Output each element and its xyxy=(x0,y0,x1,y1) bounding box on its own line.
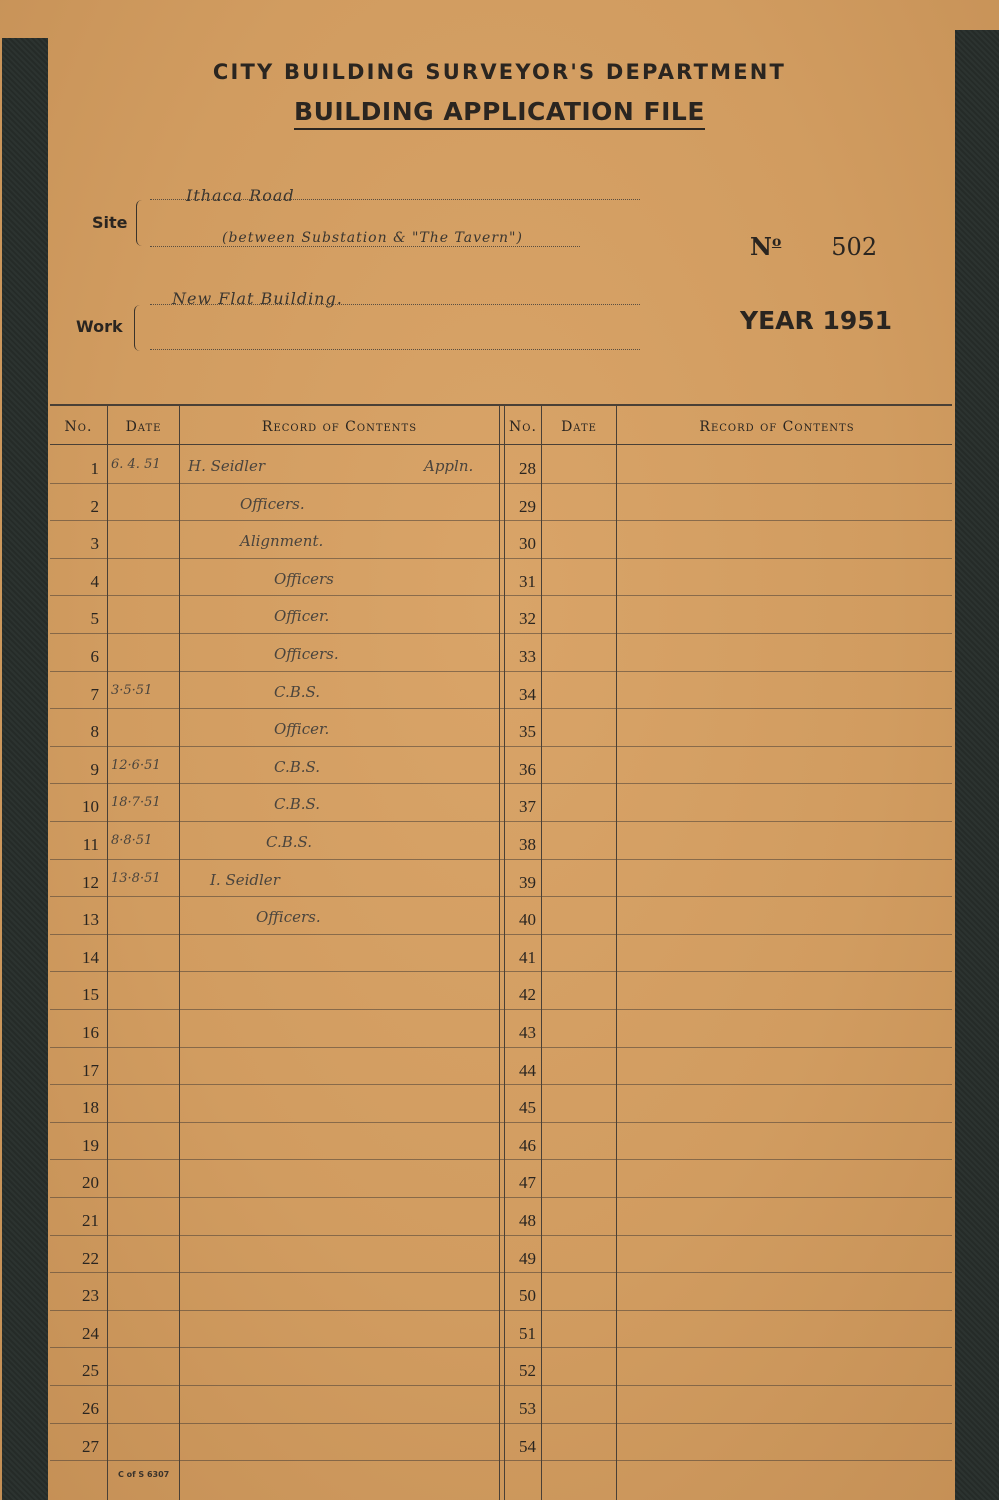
row-number xyxy=(50,1385,99,1423)
row-number-right xyxy=(505,520,536,558)
row-number-text: 15 xyxy=(82,985,99,1005)
row-number-text: 18 xyxy=(82,1098,99,1118)
row-record-note: Appln. xyxy=(424,457,474,475)
col-head-date: Date xyxy=(125,419,162,435)
row-number-right xyxy=(505,859,536,897)
row-number-right xyxy=(505,1009,536,1047)
row-record: Officers. xyxy=(274,645,339,663)
row-number-text: 13 xyxy=(82,910,99,930)
col-head-record: Record of Contents xyxy=(261,419,418,435)
row-number xyxy=(50,821,99,859)
row-number xyxy=(50,633,99,671)
row-rule xyxy=(50,1084,952,1085)
row-date: 12·6·51 xyxy=(111,757,161,773)
row-number-text: 29 xyxy=(519,496,536,516)
row-rule xyxy=(50,1460,952,1461)
row-rule xyxy=(50,1235,952,1236)
row-number xyxy=(50,708,99,746)
row-date: 6. 4. 51 xyxy=(111,457,161,472)
row-number-text: 20 xyxy=(82,1173,99,1193)
row-number xyxy=(50,1197,99,1235)
row-number-right xyxy=(505,1047,536,1085)
site-line-2 xyxy=(150,246,580,247)
row-number-text: 8 xyxy=(90,722,99,742)
row-number xyxy=(50,595,99,633)
row-rule xyxy=(50,859,952,860)
row-number-right xyxy=(505,1310,536,1348)
row-date: 3·5·51 xyxy=(111,682,153,698)
row-number-right xyxy=(505,633,536,671)
row-number-right xyxy=(505,971,536,1009)
row-number-text: 3 xyxy=(90,534,99,554)
row-date: 13·8·51 xyxy=(111,870,161,886)
row-number-right xyxy=(505,1084,536,1122)
row-number-text: 6 xyxy=(90,647,99,666)
col-divider xyxy=(499,406,500,1500)
row-record: I. Seidler xyxy=(210,870,280,889)
row-rule xyxy=(50,671,952,672)
row-rule xyxy=(50,1272,952,1273)
row-number-text: 37 xyxy=(519,797,536,817)
row-number-text: 34 xyxy=(519,684,536,704)
work-brace xyxy=(134,305,141,351)
row-number-text: 42 xyxy=(519,985,536,1005)
form-title: BUILDING APPLICATION FILE xyxy=(0,97,999,126)
row-number xyxy=(50,520,99,558)
row-number-text: 41 xyxy=(519,947,536,967)
row-number-text: 39 xyxy=(519,872,536,892)
col-divider xyxy=(541,406,542,1500)
row-number-text: 2 xyxy=(90,496,99,516)
row-rule xyxy=(50,746,952,747)
row-number-right xyxy=(505,783,536,821)
row-number-text: 49 xyxy=(519,1248,536,1268)
row-number-right xyxy=(505,595,536,633)
row-number-text: 28 xyxy=(519,459,536,478)
row-number-text: 1 xyxy=(90,459,99,478)
col-head-record-right: Record of Contents xyxy=(699,419,855,435)
row-rule xyxy=(50,483,952,484)
col-head-no-right: No. xyxy=(509,419,537,435)
row-rule xyxy=(50,595,952,596)
row-number-text: 45 xyxy=(519,1098,536,1118)
row-number-text: 30 xyxy=(519,534,536,554)
row-number xyxy=(50,896,99,934)
col-divider xyxy=(107,406,108,1500)
row-record: Officers xyxy=(274,569,334,588)
left-binding-spine xyxy=(2,38,48,1500)
row-number-right xyxy=(505,1272,536,1310)
row-rule xyxy=(50,1047,952,1048)
row-number xyxy=(50,1009,99,1047)
row-record: C.B.S. xyxy=(266,833,313,851)
row-number-text: 4 xyxy=(90,571,99,591)
row-number xyxy=(50,558,99,596)
row-number xyxy=(50,483,99,521)
row-number-right xyxy=(505,483,536,521)
col-head-date-right: Date xyxy=(561,419,597,435)
year: YEAR 1951 xyxy=(740,306,893,335)
row-number-text: 54 xyxy=(519,1436,536,1456)
row-number xyxy=(50,859,99,897)
row-rule xyxy=(50,633,952,634)
row-number-right xyxy=(505,821,536,859)
row-number-text: 21 xyxy=(82,1211,99,1230)
row-number-right xyxy=(505,445,536,483)
row-number-text: 40 xyxy=(519,910,536,930)
row-number-text: 25 xyxy=(82,1361,99,1381)
file-number-value: 502 xyxy=(831,233,878,261)
row-number-text: 5 xyxy=(90,609,99,629)
work-line-2 xyxy=(150,349,640,350)
row-number-right xyxy=(505,1122,536,1160)
row-number xyxy=(50,1159,99,1197)
file-number xyxy=(750,232,877,261)
row-number-text: 24 xyxy=(82,1323,99,1343)
row-number xyxy=(50,1423,99,1461)
row-number-text: 23 xyxy=(82,1286,99,1306)
row-number-right xyxy=(505,1197,536,1235)
row-number-text: 47 xyxy=(519,1173,536,1193)
row-number-right xyxy=(505,1159,536,1197)
row-number-text: 53 xyxy=(519,1399,536,1418)
row-record: Officers. xyxy=(240,494,305,513)
work-label: Work xyxy=(76,317,123,336)
row-record: Officers. xyxy=(256,908,321,927)
row-number-right xyxy=(505,558,536,596)
row-number-text: 52 xyxy=(519,1361,536,1381)
row-record: C.B.S. xyxy=(274,795,321,814)
row-number-text: 22 xyxy=(82,1248,99,1268)
row-number-text: 16 xyxy=(82,1023,99,1042)
row-number-text: 31 xyxy=(519,571,536,591)
col-divider xyxy=(179,406,180,1500)
row-rule xyxy=(50,821,952,822)
row-record: C.B.S. xyxy=(274,682,321,701)
site-text-1: Ithaca Road xyxy=(186,186,295,205)
row-number xyxy=(50,1272,99,1310)
row-rule xyxy=(50,1197,952,1198)
col-divider xyxy=(616,406,617,1500)
row-number xyxy=(50,1347,99,1385)
row-number-text: 44 xyxy=(519,1060,536,1080)
row-number-right xyxy=(505,1235,536,1273)
row-number-right xyxy=(505,896,536,934)
row-number-text: 33 xyxy=(519,647,536,666)
row-rule xyxy=(50,1159,952,1160)
site-text-2: (between Substation & "The Tavern") xyxy=(222,230,523,246)
file-number-label: $N^o$ xyxy=(750,232,782,261)
row-number xyxy=(50,671,99,709)
row-number-text: 12 xyxy=(82,872,99,892)
col-head-no: No. xyxy=(64,419,93,435)
row-rule xyxy=(50,783,952,784)
row-number-right xyxy=(505,746,536,784)
row-number-text: 51 xyxy=(519,1323,536,1343)
row-number-text: 36 xyxy=(519,759,536,779)
row-rule xyxy=(50,971,952,972)
row-number-right xyxy=(505,1385,536,1423)
row-record: Officer. xyxy=(274,720,330,739)
row-number-text: 27 xyxy=(82,1436,99,1456)
row-number xyxy=(50,746,99,784)
row-number-text: 46 xyxy=(519,1135,536,1155)
row-record: Officer. xyxy=(274,607,330,626)
right-binding-spine xyxy=(955,30,999,1500)
row-rule xyxy=(50,1423,952,1424)
row-rule xyxy=(50,1122,952,1123)
row-rule xyxy=(50,520,952,521)
row-number xyxy=(50,971,99,1009)
row-rule xyxy=(50,708,952,709)
row-record: H. Seidler xyxy=(188,457,266,475)
row-number-text: 35 xyxy=(519,722,536,742)
row-number-right xyxy=(505,934,536,972)
row-number-right xyxy=(505,1347,536,1385)
row-rule xyxy=(50,1347,952,1348)
row-number-right xyxy=(505,671,536,709)
row-rule xyxy=(50,1009,952,1010)
row-number xyxy=(50,934,99,972)
row-number xyxy=(50,1047,99,1085)
row-number-text: 38 xyxy=(519,835,536,854)
row-rule xyxy=(50,1385,952,1386)
row-number-text: 14 xyxy=(82,947,99,967)
department-heading: CITY BUILDING SURVEYOR'S DEPARTMENT xyxy=(212,60,787,84)
row-date: 8·8·51 xyxy=(111,833,153,848)
row-number-text: 50 xyxy=(519,1286,536,1306)
row-number-text: 48 xyxy=(519,1211,536,1230)
row-number-text: 10 xyxy=(82,797,99,817)
row-number xyxy=(50,445,99,483)
row-number-text: 17 xyxy=(82,1060,99,1080)
table-head-rule xyxy=(50,444,952,445)
row-number-text: 11 xyxy=(82,835,99,854)
site-brace xyxy=(136,200,143,246)
row-number-right xyxy=(505,1423,536,1461)
row-number xyxy=(50,1122,99,1160)
row-record: Alignment. xyxy=(240,532,324,551)
row-rule xyxy=(50,896,952,897)
row-number-text: 9 xyxy=(90,759,99,779)
row-record: C.B.S. xyxy=(274,757,321,776)
row-number-text: 26 xyxy=(82,1399,99,1418)
row-rule xyxy=(50,1310,952,1311)
row-number-text: 43 xyxy=(519,1023,536,1042)
row-number-text: 7 xyxy=(90,684,99,704)
row-number-text: 32 xyxy=(519,609,536,629)
work-text-1: New Flat Building. xyxy=(172,289,343,308)
row-number xyxy=(50,783,99,821)
row-number xyxy=(50,1235,99,1273)
row-number xyxy=(50,1310,99,1348)
row-rule xyxy=(50,934,952,935)
row-date: 18·7·51 xyxy=(111,795,161,811)
row-number xyxy=(50,1084,99,1122)
row-rule xyxy=(50,558,952,559)
row-number-text: 19 xyxy=(82,1135,99,1155)
site-label: Site xyxy=(92,213,128,232)
row-number-right xyxy=(505,708,536,746)
form-code: C of S 6307 xyxy=(118,1470,170,1479)
table-top-rule xyxy=(50,404,952,406)
